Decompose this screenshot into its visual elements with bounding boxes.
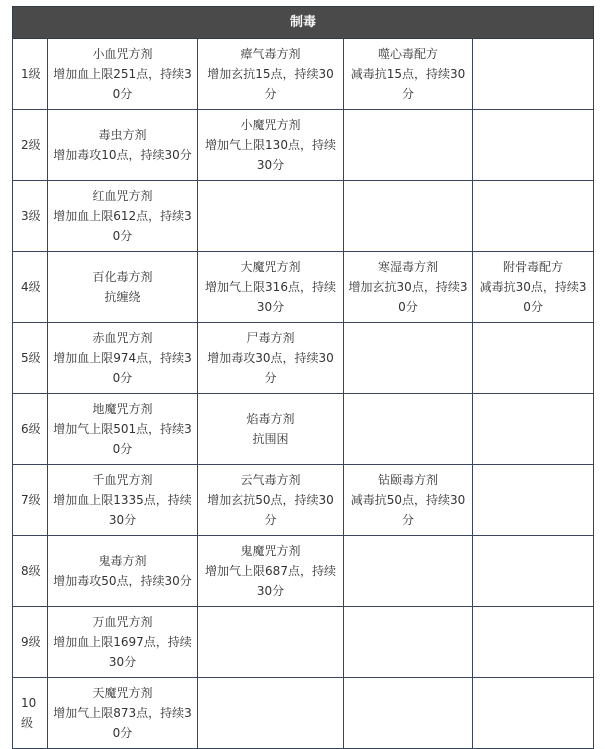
recipe-name: 毒虫方剂 <box>98 128 147 142</box>
level-cell: 10级 <box>13 678 48 749</box>
empty-cell <box>344 678 473 749</box>
recipe-name: 红血咒方剂 <box>92 189 153 203</box>
empty-cell <box>473 110 594 181</box>
recipe-cell <box>48 252 198 323</box>
recipe-cell <box>48 394 198 465</box>
recipe-effect: 增加毒攻50点，持续30分 <box>53 574 192 588</box>
recipe-cell <box>198 110 344 181</box>
recipe-name: 噬心毒配方 <box>377 47 438 61</box>
recipe-name: 鬼毒方剂 <box>98 554 147 568</box>
recipe-cell <box>344 39 473 110</box>
recipe-name: 百化毒方剂 <box>92 270 153 284</box>
recipe-cell <box>198 465 344 536</box>
recipe-effect: 增加血上限612点，持续30分 <box>53 209 192 243</box>
empty-cell <box>344 110 473 181</box>
recipe-effect: 增加气上限501点，持续30分 <box>53 422 192 456</box>
level-cell: 9级 <box>13 607 48 678</box>
empty-cell <box>473 394 594 465</box>
table-row <box>13 39 594 110</box>
level-cell: 5级 <box>13 323 48 394</box>
recipe-cell <box>473 252 594 323</box>
recipe-effect: 增加血上限1697点，持续30分 <box>53 635 192 669</box>
level-cell: 6级 <box>13 394 48 465</box>
recipe-name: 千血咒方剂 <box>92 473 153 487</box>
recipe-effect: 抗缠绕 <box>104 290 141 304</box>
table-header-row <box>13 7 594 39</box>
table-row <box>13 465 594 536</box>
recipe-cell <box>344 465 473 536</box>
empty-cell <box>473 465 594 536</box>
recipe-cell <box>48 110 198 181</box>
recipe-name: 寒湿毒方剂 <box>377 260 438 274</box>
empty-cell <box>344 181 473 252</box>
empty-cell <box>473 678 594 749</box>
recipe-name: 小魔咒方剂 <box>240 118 301 132</box>
level-cell: 3级 <box>13 181 48 252</box>
recipe-cell <box>48 465 198 536</box>
recipe-effect: 抗围困 <box>252 432 289 446</box>
recipe-effect: 增加毒攻10点，持续30分 <box>53 148 192 162</box>
recipe-cell <box>48 678 198 749</box>
recipe-effect: 减毒抗50点，持续30分 <box>350 493 466 527</box>
table-row <box>13 536 594 607</box>
recipe-effect: 增加血上限1335点，持续30分 <box>53 493 192 527</box>
table-row <box>13 607 594 678</box>
recipe-cell <box>198 394 344 465</box>
recipe-cell <box>198 536 344 607</box>
recipe-cell <box>48 323 198 394</box>
recipe-effect: 增加气上限316点，持续30分 <box>205 280 336 314</box>
table-body <box>13 39 594 749</box>
table-row <box>13 252 594 323</box>
table-row <box>13 323 594 394</box>
empty-cell <box>344 323 473 394</box>
recipe-name: 万血咒方剂 <box>92 615 153 629</box>
recipe-name: 鬼魔咒方剂 <box>240 544 301 558</box>
empty-cell <box>198 181 344 252</box>
empty-cell <box>473 323 594 394</box>
level-cell: 1级 <box>13 39 48 110</box>
recipe-cell <box>48 536 198 607</box>
recipe-name: 天魔咒方剂 <box>92 686 153 700</box>
recipe-name: 附骨毒配方 <box>503 260 564 274</box>
recipe-name: 钻颐毒方剂 <box>377 473 438 487</box>
table-row <box>13 678 594 749</box>
level-cell: 7级 <box>13 465 48 536</box>
table-title: 制毒 <box>13 7 594 39</box>
empty-cell <box>473 181 594 252</box>
recipe-cell <box>48 607 198 678</box>
recipe-effect: 增加毒攻30点，持续30分 <box>207 351 334 385</box>
empty-cell <box>198 607 344 678</box>
level-cell: 4级 <box>13 252 48 323</box>
recipe-cell <box>48 181 198 252</box>
recipe-effect: 增加血上限251点，持续30分 <box>53 67 192 101</box>
recipe-effect: 增加气上限873点，持续30分 <box>53 706 192 740</box>
poison-recipe-table <box>12 6 594 749</box>
recipe-cell <box>198 39 344 110</box>
recipe-name: 瘴气毒方剂 <box>240 47 301 61</box>
recipe-name: 焰毒方剂 <box>246 412 295 426</box>
recipe-effect: 减毒抗15点，持续30分 <box>350 67 466 101</box>
recipe-effect: 增加血上限974点，持续30分 <box>53 351 192 385</box>
recipe-name: 小血咒方剂 <box>92 47 153 61</box>
recipe-name: 赤血咒方剂 <box>92 331 153 345</box>
recipe-cell <box>198 323 344 394</box>
empty-cell <box>473 536 594 607</box>
empty-cell <box>198 678 344 749</box>
empty-cell <box>473 607 594 678</box>
recipe-effect: 增加气上限687点，持续30分 <box>205 564 336 598</box>
recipe-effect: 减毒抗30点，持续30分 <box>479 280 587 314</box>
recipe-name: 尸毒方剂 <box>246 331 295 345</box>
recipe-cell <box>198 252 344 323</box>
recipe-name: 云气毒方剂 <box>240 473 301 487</box>
recipe-effect: 增加玄抗30点，持续30分 <box>348 280 468 314</box>
recipe-name: 大魔咒方剂 <box>240 260 301 274</box>
empty-cell <box>473 39 594 110</box>
recipe-cell <box>344 252 473 323</box>
empty-cell <box>344 607 473 678</box>
recipe-effect: 增加玄抗15点，持续30分 <box>207 67 334 101</box>
empty-cell <box>344 394 473 465</box>
level-cell: 2级 <box>13 110 48 181</box>
table-row <box>13 181 594 252</box>
recipe-effect: 增加玄抗50点，持续30分 <box>207 493 334 527</box>
empty-cell <box>344 536 473 607</box>
table-row <box>13 394 594 465</box>
recipe-name: 地魔咒方剂 <box>92 402 153 416</box>
level-cell: 8级 <box>13 536 48 607</box>
recipe-cell <box>48 39 198 110</box>
recipe-effect: 增加气上限130点，持续30分 <box>205 138 336 172</box>
table-row <box>13 110 594 181</box>
